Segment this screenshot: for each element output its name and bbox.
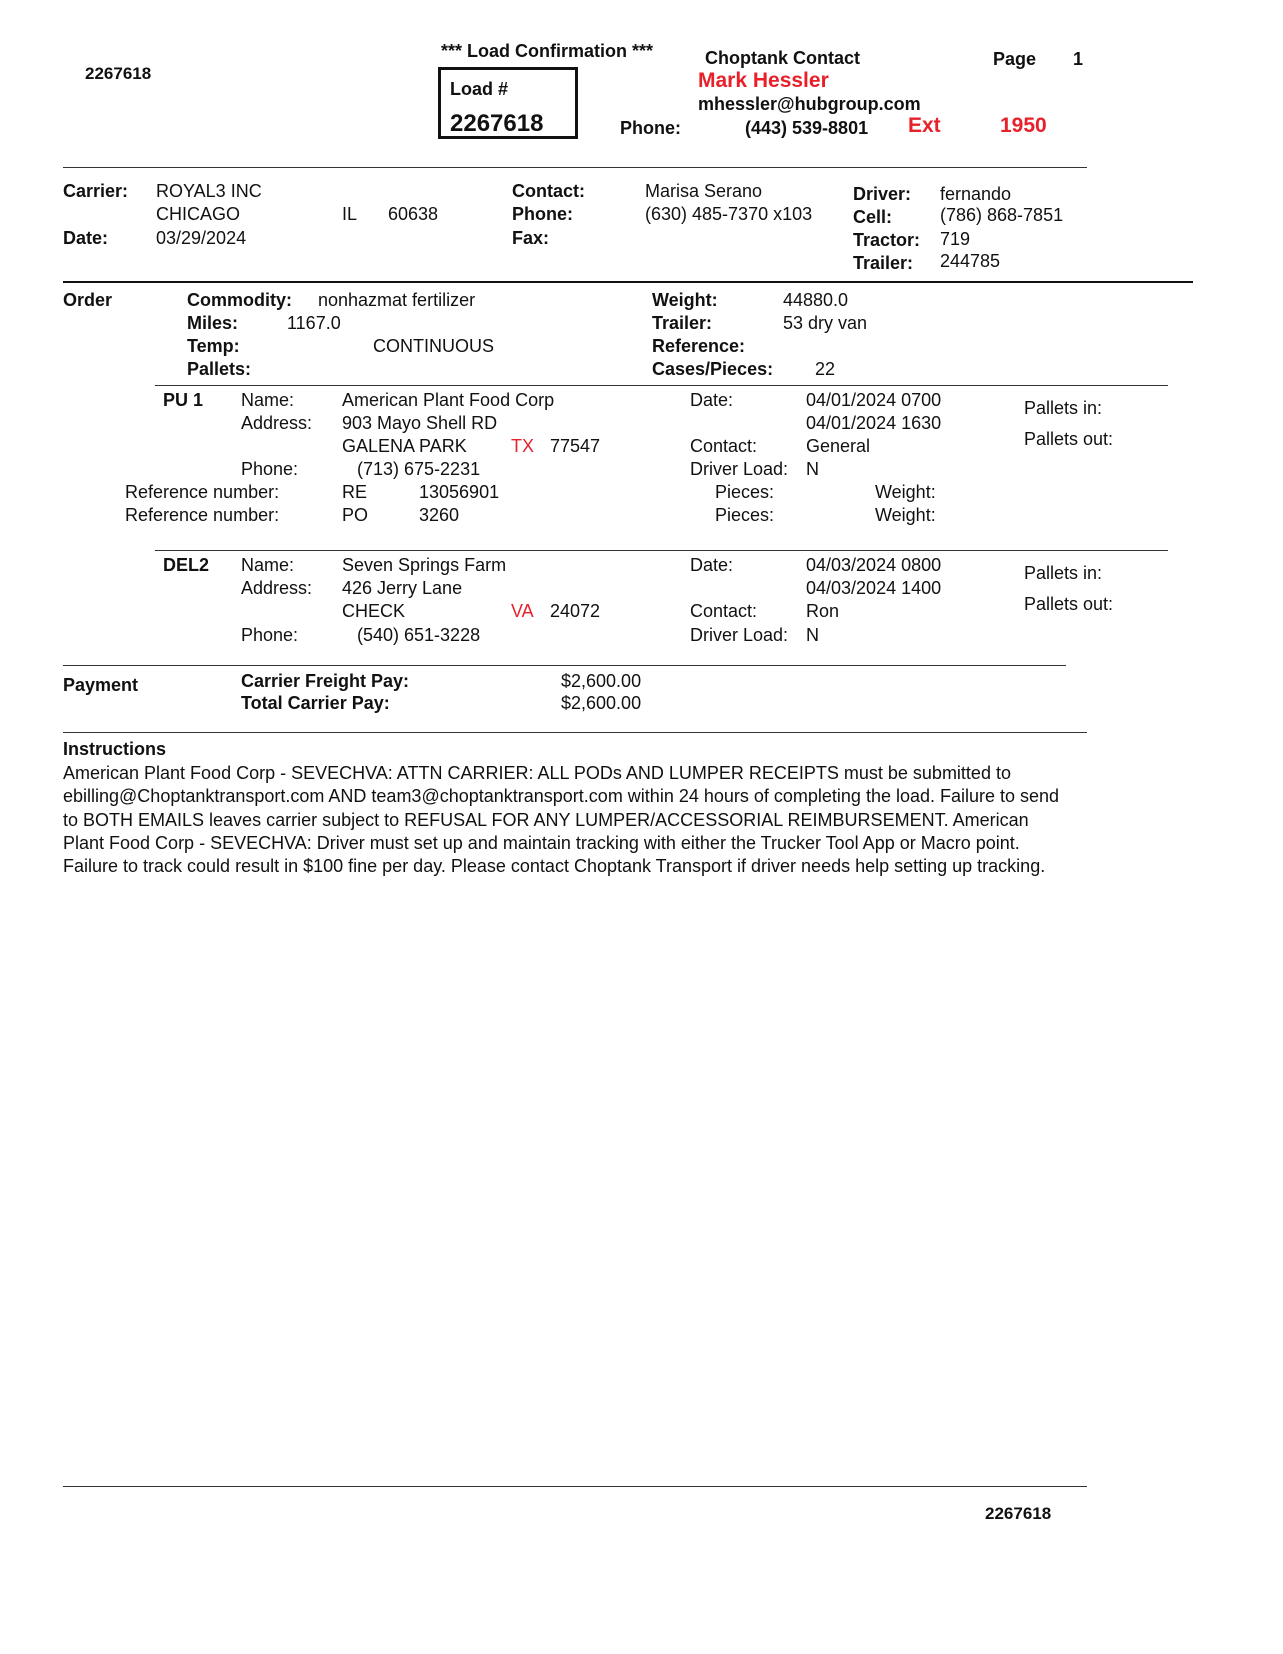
reference-weight-label: Weight: <box>875 482 936 502</box>
delivery-city: CHECK <box>342 601 406 621</box>
load-number: 2267618 <box>450 110 544 137</box>
carrier-fax-label: Fax: <box>512 228 550 248</box>
delivery-zip: 24072 <box>550 601 601 621</box>
delivery-address-label: Address: <box>241 578 313 598</box>
document-title: *** Load Confirmation *** <box>441 41 654 61</box>
delivery-phone: (540) 651-3228 <box>357 625 481 645</box>
ext-value: 1950 <box>1000 114 1047 137</box>
delivery-address: 426 Jerry Lane <box>342 578 463 598</box>
contact-name: Mark Hessler <box>698 69 829 92</box>
pickup-phone: (713) 675-2231 <box>357 459 481 479</box>
miles: 1167.0 <box>287 313 341 333</box>
reference-value: 13056901 <box>419 482 500 502</box>
carrier-phone: (630) 485-7370 x103 <box>645 204 813 224</box>
pickup-state: TX <box>511 436 535 456</box>
pickup-phone-label: Phone: <box>241 459 299 479</box>
pickup-driver-load-label: Driver Load: <box>690 459 789 479</box>
pallets-label: Pallets: <box>187 359 252 379</box>
ext-label: Ext <box>908 114 941 137</box>
pickup-driver-load: N <box>806 459 819 479</box>
contact-heading: Choptank Contact <box>705 48 860 68</box>
delivery-name: Seven Springs Farm <box>342 555 507 575</box>
delivery-pallets-in-label: Pallets in: <box>1024 563 1103 583</box>
order-section-label: Order <box>63 290 113 310</box>
divider <box>155 385 1168 386</box>
total-pay-label: Total Carrier Pay: <box>241 693 390 713</box>
pickup-address-label: Address: <box>241 413 313 433</box>
pickup-date-end: 04/01/2024 1630 <box>806 413 942 433</box>
reference-type: RE <box>342 482 368 502</box>
delivery-date-label: Date: <box>690 555 734 575</box>
carrier-phone-label: Phone: <box>512 204 573 224</box>
driver-label: Driver: <box>853 184 912 204</box>
temp: CONTINUOUS <box>373 336 494 356</box>
reference-pieces-label: Pieces: <box>715 482 775 502</box>
cases-value: 22 <box>815 359 836 379</box>
carrier-contact-label: Contact: <box>512 181 585 201</box>
delivery-contact-label: Contact: <box>690 601 758 621</box>
weight-label: Weight: <box>652 290 718 310</box>
doc-number-bottom: 2267618 <box>985 1504 1052 1523</box>
divider <box>155 550 1168 551</box>
reference-pieces-label: Pieces: <box>715 505 775 525</box>
miles-label: Miles: <box>187 313 239 333</box>
freight-pay: $2,600.00 <box>561 671 642 691</box>
delivery-driver-load: N <box>806 625 819 645</box>
divider <box>63 167 1087 168</box>
contact-phone: (443) 539-8801 <box>745 118 869 138</box>
reference-label: Reference: <box>652 336 746 356</box>
delivery-date-end: 04/03/2024 1400 <box>806 578 942 598</box>
payment-section-label: Payment <box>63 675 139 695</box>
phone-label: Phone: <box>620 118 681 138</box>
pickup-contact: General <box>806 436 871 456</box>
trailer-number: 244785 <box>940 251 1001 271</box>
instructions-text: American Plant Food Corp - SEVECHVA: ATTN CARRIER: ALL PODs AND LUMPER RECEIPTS must be submitted to ebilling@Choptanktransport.com AND team3@choptanktransport.com within 24 hours of completing the load. Failure to send to BOTH EMAILS leaves carrier subject to REFUSAL FOR ANY LUMPER/ACCESSORIAL REIMBURSEMENT. American Plant Food Corp - SEVECHVA: Driver must set up and maintain tracking with either the Trucker Tool App or Macro point. Failure to track could result in $100 fine per day. Please contact Choptank Transport if driver needs help setting up tracking. <box>63 763 1060 877</box>
carrier-city: CHICAGO <box>156 204 241 224</box>
reference-weight-label: Weight: <box>875 505 936 525</box>
pickup-date-label: Date: <box>690 390 734 410</box>
confirmation-date: 03/29/2024 <box>156 228 247 248</box>
reference-number-label: Reference number: <box>125 505 280 525</box>
cases-label: Cases/Pieces: <box>652 359 774 379</box>
pickup-name: American Plant Food Corp <box>342 390 555 410</box>
tractor-number: 719 <box>940 229 971 249</box>
temp-label: Temp: <box>187 336 240 356</box>
total-pay: $2,600.00 <box>561 693 642 713</box>
delivery-name-label: Name: <box>241 555 295 575</box>
instructions-heading: Instructions <box>63 739 167 759</box>
trailer-label: Trailer: <box>853 253 914 273</box>
pickup-pallets-in-label: Pallets in: <box>1024 398 1103 418</box>
commodity: nonhazmat fertilizer <box>318 290 476 310</box>
cell-label: Cell: <box>853 207 893 227</box>
commodity-label: Commodity: <box>187 290 292 310</box>
carrier-state: IL <box>342 204 358 224</box>
doc-number-top: 2267618 <box>85 64 152 83</box>
carrier-label: Carrier: <box>63 181 129 201</box>
freight-pay-label: Carrier Freight Pay: <box>241 671 410 691</box>
divider <box>63 665 1066 666</box>
delivery-contact: Ron <box>806 601 840 621</box>
carrier-name: ROYAL3 INC <box>156 181 262 201</box>
pickup-address: 903 Mayo Shell RD <box>342 413 498 433</box>
delivery-driver-load-label: Driver Load: <box>690 625 789 645</box>
divider <box>63 1486 1087 1487</box>
page-label: Page <box>993 49 1037 69</box>
weight: 44880.0 <box>783 290 849 310</box>
delivery-phone-label: Phone: <box>241 625 299 645</box>
load-number-label: Load # <box>450 79 509 99</box>
pickup-city: GALENA PARK <box>342 436 467 456</box>
order-trailer-label: Trailer: <box>652 313 713 333</box>
delivery-state: VA <box>511 601 534 621</box>
pickup-pallets-out-label: Pallets out: <box>1024 429 1114 449</box>
pickup-name-label: Name: <box>241 390 295 410</box>
delivery-stop-label: DEL2 <box>163 555 210 575</box>
order-trailer: 53 dry van <box>783 313 868 333</box>
reference-number-label: Reference number: <box>125 482 280 502</box>
pickup-zip: 77547 <box>550 436 601 456</box>
divider <box>63 732 1087 733</box>
contact-email[interactable]: mhessler@hubgroup.com <box>698 94 921 114</box>
carrier-zip: 60638 <box>388 204 439 224</box>
delivery-pallets-out-label: Pallets out: <box>1024 594 1114 614</box>
reference-value: 3260 <box>419 505 460 525</box>
driver-cell: (786) 868-7851 <box>940 205 1064 225</box>
pickup-stop-label: PU 1 <box>163 390 204 410</box>
divider <box>63 281 1193 283</box>
carrier-contact: Marisa Serano <box>645 181 763 201</box>
reference-type: PO <box>342 505 369 525</box>
date-label: Date: <box>63 228 109 248</box>
tractor-label: Tractor: <box>853 230 921 250</box>
driver-name: fernando <box>940 184 1012 204</box>
pickup-date-start: 04/01/2024 0700 <box>806 390 942 410</box>
delivery-date-start: 04/03/2024 0800 <box>806 555 942 575</box>
pickup-contact-label: Contact: <box>690 436 758 456</box>
page-number: 1 <box>1073 49 1084 69</box>
